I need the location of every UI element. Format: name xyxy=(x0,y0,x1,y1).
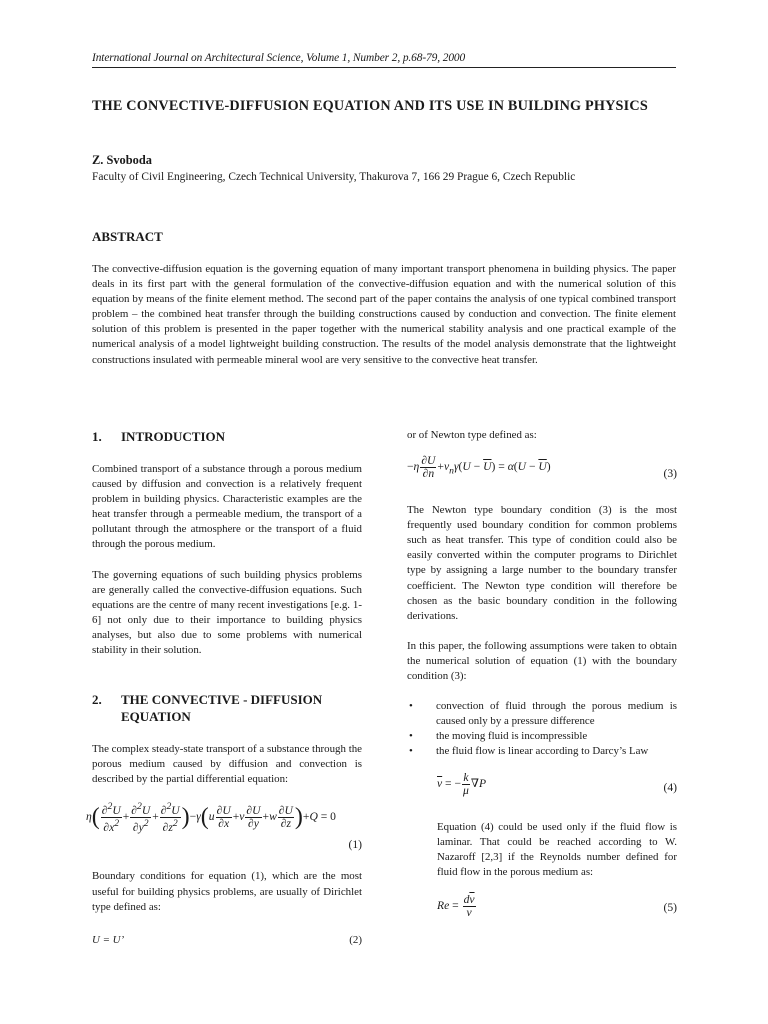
section-2-paragraph-1: The complex steady-state transport of a substance through the porous medium caused by diffusion and convection is described by the partial differential equation: xyxy=(92,743,362,786)
section-1-title: INTRODUCTION xyxy=(121,429,226,444)
intro-paragraph-1: Combined transport of a substance through a porous medium caused by diffusion and convection is a relatively frequent problem in building physics. Characteristic examples are the heat transfer through a permeable medium, the transport of a pollutant through the atmosphere or the transport of a fluid through the porous medium. xyxy=(92,463,362,551)
equation-1: η( $\frac{\partial^2U}{\partial x^2}$ + $\frac{\partial^2U}{\partial y^2}$ + $\frac{\partial^2U}{\partial z^2}$ )−γ(u $\frac{\partial U}{\partial x}$ +v $\frac{\partial U}{\partial y}$ +w $\frac{\partial U}{\partial z}$ )+Q = 0 (1) xyxy=(86,801,362,852)
equation-2-number: (2) xyxy=(349,933,362,946)
equation-4-number: (4) xyxy=(663,780,677,794)
section-2-number: 2. xyxy=(92,692,102,708)
left-column xyxy=(86,428,362,949)
equation-2-text: U = U’ xyxy=(92,933,125,946)
section-2-heading xyxy=(92,691,362,725)
equation-2 xyxy=(92,933,362,949)
journal-header: International Journal on Architectural Science, Volume 1, Number 2, p.68-79, 2000 xyxy=(92,52,676,68)
section-2-paragraph-2: Boundary conditions for equation (1), which are the most useful for building physics problems, are usually of Dirichlet type defined as: xyxy=(92,870,362,913)
abstract-heading: ABSTRACT xyxy=(92,229,163,244)
section-1-heading xyxy=(92,428,362,445)
equation-3: −η $\frac{\partial U}{\partial n}$ $+v_n\gamma(U - \overline{U}) = \alpha(U - \overline{U})$ (3) xyxy=(407,454,677,481)
equation-5-number: (5) xyxy=(663,900,677,914)
equation-4-paragraph: Equation (4) could be used only if the fluid flow is laminar. That could be reached according to W. Nazaroff [2,3] if the Reynolds number defined for fluid flow in the porous medium as: xyxy=(437,820,677,878)
author-affiliation: Faculty of Civil Engineering, Czech Technical University, Thakurova 7, 166 29 Prague 6, Czech Republic xyxy=(92,171,576,183)
section-2-title: THE CONVECTIVE - DIFFUSION EQUATION xyxy=(121,692,323,725)
section-1-number: 1. xyxy=(92,429,102,444)
newton-intro: or of Newton type defined as: xyxy=(407,429,537,441)
list-item: • the moving fluid is incompressible xyxy=(407,729,677,744)
paper-title: THE CONVECTIVE-DIFFUSION EQUATION AND ITS USE IN BUILDING PHYSICS xyxy=(92,98,648,114)
equation-5: Re = $\frac{d\overline{v}}{\nu}$ (5) xyxy=(437,892,677,919)
assumptions-paragraph: In this paper, the following assumptions were taken to obtain the numerical solution of equation (1) with the boundary condition (3): xyxy=(407,639,677,683)
assumptions-list xyxy=(407,699,677,759)
newton-paragraph: The Newton type boundary condition (3) is the most frequently used boundary condition for common problems such as heat transfer. This type of condition could also be easily converted within the computer programs to Dirichlet type by assigning a large number to the boundary transfer coefficient. The Newton type condition will therefore be chosen as the basic boundary condition in the following derivations. xyxy=(407,504,677,622)
equation-4: $\overline{v}$ = − $\frac{k}{\mu}$ ∇P (4) xyxy=(437,770,677,797)
intro-paragraph-2: The governing equations of such building physics problems are generally called the convective-diffusion equations. Such equations are the centre of many recent investigations [e.g. 1-6] not only due to their importance to building physics analyses, but also due to some problems with numerical stability in their solution. xyxy=(92,568,362,657)
author-name: Z. Svoboda xyxy=(92,153,152,167)
right-column xyxy=(407,428,677,924)
list-item: • the fluid flow is linear according to Darcy’s Law xyxy=(407,744,677,759)
list-item: • convection of fluid through the porous medium is caused only by a pressure difference xyxy=(407,699,677,729)
equation-3-number: (3) xyxy=(663,467,677,481)
equation-1-number: (1) xyxy=(348,838,362,852)
abstract-text: The convective-diffusion equation is the governing equation of many important transport phenomena in building physics. The paper deals in its first part with the general formulation of the convective-diffusion equation and with the numerical solution of this equation by means of the finite element method. The second part of the paper contains the analysis of one typical combined transport problem – the combined heat transfer through the building constructions caused by conduction and convection. The finite element solution of this problem is presented in the paper together with the numerical stability analysis and one practical example of the numerical analysis of a model lightweight building construction. The results of the model analysis demonstrate that the lightweight constructions insulated with permeable mineral wool are very sensitive to the convective heat transfer. xyxy=(92,263,676,366)
